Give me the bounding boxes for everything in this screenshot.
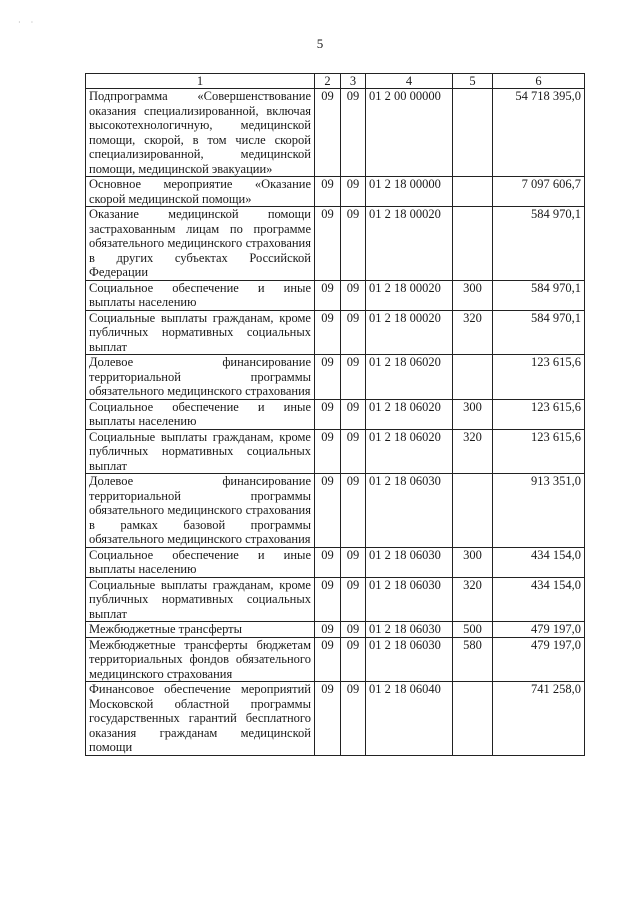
row-subsection-cell: 09 — [341, 355, 366, 400]
row-target-article-cell: 01 2 18 06030 — [366, 577, 453, 622]
page-number: 5 — [316, 36, 324, 51]
row-section-cell: 09 — [315, 280, 341, 310]
row-target-article-cell: 01 2 18 00020 — [366, 207, 453, 281]
header-cell: 5 — [453, 74, 493, 89]
table-header-row — [86, 74, 585, 89]
row-target-article-cell: 01 2 18 06040 — [366, 682, 453, 756]
row-amount-cell: 479 197,0 — [493, 637, 585, 682]
table-row — [86, 622, 585, 638]
header-cell: 6 — [493, 74, 585, 89]
row-target-article-cell: 01 2 18 06030 — [366, 637, 453, 682]
row-subsection-cell: 09 — [341, 637, 366, 682]
header-cell: 3 — [341, 74, 366, 89]
row-target-article-cell: 01 2 18 00020 — [366, 310, 453, 355]
row-expense-type-cell: 300 — [453, 280, 493, 310]
table-row — [86, 429, 585, 474]
row-name-cell: Социальные выплаты гражданам, кроме публичных нормативных социальных выплат — [86, 429, 315, 474]
row-subsection-cell: 09 — [341, 177, 366, 207]
row-expense-type-cell — [453, 682, 493, 756]
row-section-cell: 09 — [315, 399, 341, 429]
row-amount-cell: 123 615,6 — [493, 399, 585, 429]
row-amount-cell: 434 154,0 — [493, 547, 585, 577]
row-section-cell: 09 — [315, 622, 341, 638]
row-amount-cell: 584 970,1 — [493, 310, 585, 355]
row-expense-type-cell — [453, 474, 493, 548]
row-target-article-cell: 01 2 18 06020 — [366, 399, 453, 429]
row-subsection-cell: 09 — [341, 429, 366, 474]
row-name-cell: Финансовое обеспечение мероприятий Московской областной программы государственных гарантий бесплатного оказания гражданам медицинской помощи — [86, 682, 315, 756]
row-amount-cell: 913 351,0 — [493, 474, 585, 548]
row-section-cell: 09 — [315, 207, 341, 281]
table-row — [86, 280, 585, 310]
row-subsection-cell: 09 — [341, 280, 366, 310]
row-expense-type-cell: 300 — [453, 547, 493, 577]
row-expense-type-cell: 300 — [453, 399, 493, 429]
header-cell: 1 — [86, 74, 315, 89]
row-name-cell: Долевое финансирование территориальной программы обязательного медицинского страхования в рамках базовой программы обязательного медицинского страхования — [86, 474, 315, 548]
row-section-cell: 09 — [315, 177, 341, 207]
row-target-article-cell: 01 2 18 06030 — [366, 474, 453, 548]
table-row — [86, 355, 585, 400]
table-row — [86, 637, 585, 682]
row-section-cell: 09 — [315, 474, 341, 548]
table-row — [86, 682, 585, 756]
table-row — [86, 577, 585, 622]
row-expense-type-cell — [453, 207, 493, 281]
row-amount-cell: 479 197,0 — [493, 622, 585, 638]
row-name-cell: Долевое финансирование территориальной программы обязательного медицинского страхования — [86, 355, 315, 400]
row-target-article-cell: 01 2 18 00020 — [366, 280, 453, 310]
table-row — [86, 547, 585, 577]
row-section-cell: 09 — [315, 429, 341, 474]
row-name-cell: Социальное обеспечение и иные выплаты населению — [86, 280, 315, 310]
row-expense-type-cell — [453, 355, 493, 400]
row-target-article-cell: 01 2 18 06020 — [366, 355, 453, 400]
table-row — [86, 207, 585, 281]
row-subsection-cell: 09 — [341, 682, 366, 756]
row-expense-type-cell: 500 — [453, 622, 493, 638]
table-row — [86, 399, 585, 429]
row-subsection-cell: 09 — [341, 399, 366, 429]
row-amount-cell: 584 970,1 — [493, 207, 585, 281]
row-name-cell: Социальное обеспечение и иные выплаты населению — [86, 547, 315, 577]
table-row — [86, 89, 585, 177]
row-name-cell: Оказание медицинской помощи застрахованным лицам по программе обязательного медицинского страхования в других субъектах Российской Федерации — [86, 207, 315, 281]
budget-table — [85, 73, 585, 756]
row-target-article-cell: 01 2 18 00000 — [366, 177, 453, 207]
row-section-cell: 09 — [315, 682, 341, 756]
row-name-cell: Социальные выплаты гражданам, кроме публичных нормативных социальных выплат — [86, 310, 315, 355]
row-name-cell: Подпрограмма «Совершенствование оказания специализированной, включая высокотехнологичную, медицинской помощи, скорой, в том числе скорой специализированной, медицинской помощи, медицинской эвакуации» — [86, 89, 315, 177]
row-expense-type-cell: 320 — [453, 429, 493, 474]
table-row — [86, 177, 585, 207]
row-name-cell: Межбюджетные трансферты — [86, 622, 315, 638]
table-body — [86, 89, 585, 756]
row-amount-cell: 7 097 606,7 — [493, 177, 585, 207]
row-target-article-cell: 01 2 18 06030 — [366, 547, 453, 577]
row-section-cell: 09 — [315, 89, 341, 177]
row-expense-type-cell: 320 — [453, 577, 493, 622]
row-name-cell: Основное мероприятие «Оказание скорой медицинской помощи» — [86, 177, 315, 207]
row-amount-cell: 54 718 395,0 — [493, 89, 585, 177]
row-target-article-cell: 01 2 00 00000 — [366, 89, 453, 177]
row-subsection-cell: 09 — [341, 547, 366, 577]
row-subsection-cell: 09 — [341, 474, 366, 548]
row-subsection-cell: 09 — [341, 89, 366, 177]
row-subsection-cell: 09 — [341, 622, 366, 638]
row-section-cell: 09 — [315, 355, 341, 400]
row-amount-cell: 123 615,6 — [493, 355, 585, 400]
header-cell: 4 — [366, 74, 453, 89]
row-amount-cell: 434 154,0 — [493, 577, 585, 622]
row-expense-type-cell: 320 — [453, 310, 493, 355]
row-amount-cell: 741 258,0 — [493, 682, 585, 756]
row-expense-type-cell — [453, 89, 493, 177]
row-expense-type-cell — [453, 177, 493, 207]
row-target-article-cell: 01 2 18 06030 — [366, 622, 453, 638]
row-subsection-cell: 09 — [341, 310, 366, 355]
row-subsection-cell: 09 — [341, 577, 366, 622]
row-section-cell: 09 — [315, 637, 341, 682]
table-row — [86, 474, 585, 548]
row-subsection-cell: 09 — [341, 207, 366, 281]
row-amount-cell: 123 615,6 — [493, 429, 585, 474]
row-expense-type-cell: 580 — [453, 637, 493, 682]
row-target-article-cell: 01 2 18 06020 — [366, 429, 453, 474]
row-section-cell: 09 — [315, 547, 341, 577]
row-amount-cell: 584 970,1 — [493, 280, 585, 310]
header-cell: 2 — [315, 74, 341, 89]
row-name-cell: Социальные выплаты гражданам, кроме публичных нормативных социальных выплат — [86, 577, 315, 622]
row-name-cell: Социальное обеспечение и иные выплаты населению — [86, 399, 315, 429]
scan-corner-mark: · · — [18, 18, 38, 27]
table-row — [86, 310, 585, 355]
row-section-cell: 09 — [315, 310, 341, 355]
row-section-cell: 09 — [315, 577, 341, 622]
row-name-cell: Межбюджетные трансферты бюджетам территориальных фондов обязательного медицинского страхования — [86, 637, 315, 682]
